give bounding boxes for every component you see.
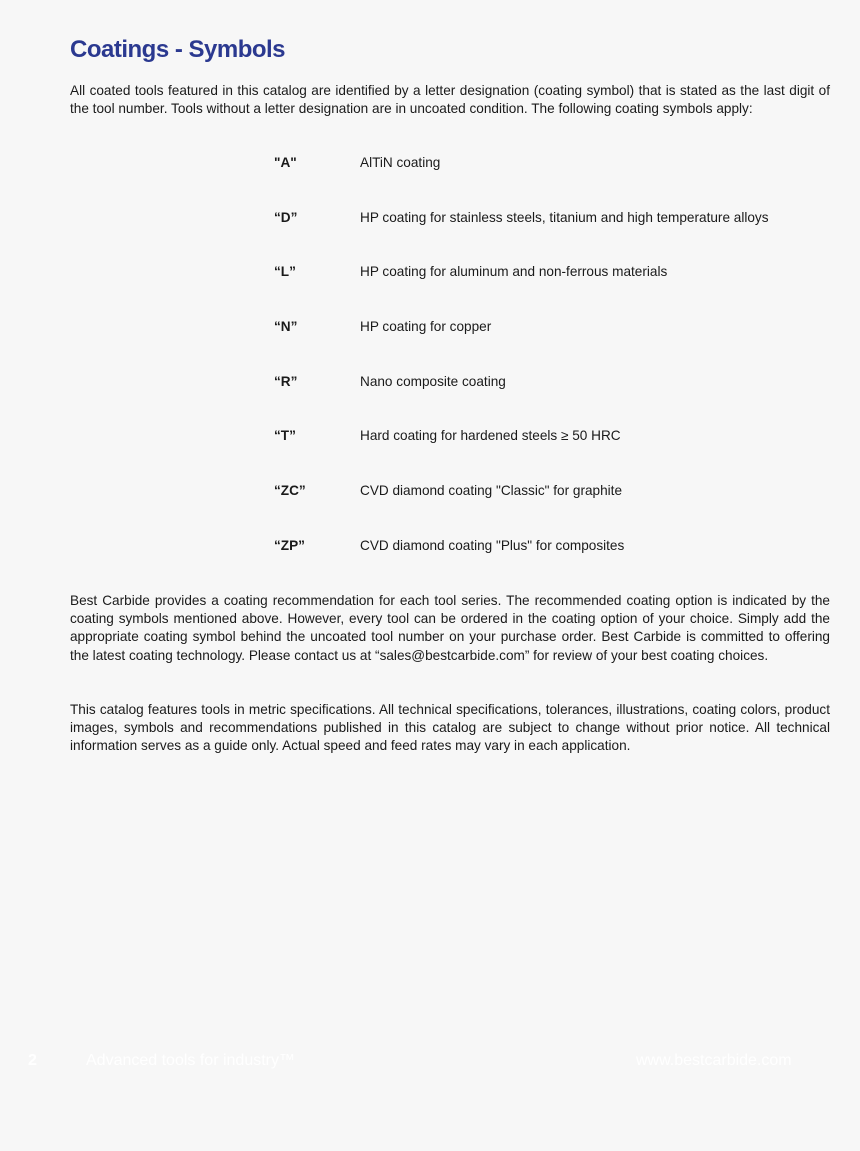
specifications-paragraph: This catalog features tools in metric specifications. All technical specifications, tolerances, illustrations, coating colors, product images, symbols and recommendations published in this catalog are subject to change without prior notice. All technical information serves as a guide only. Actual speed and feed rates may vary in each application. (70, 702, 830, 754)
symbol-row-zc (274, 481, 834, 536)
symbol-row-d (274, 208, 834, 263)
symbol-code: “L” (274, 264, 296, 280)
symbol-row-t (274, 426, 834, 481)
symbol-code: “ZC” (274, 483, 306, 499)
symbol-row-n (274, 317, 834, 372)
symbol-code: “R” (274, 373, 298, 389)
symbol-code: “D” (274, 209, 298, 225)
footer-website: www.bestcarbide.com (636, 1052, 792, 1069)
page-title: Coatings - Symbols (70, 36, 286, 63)
symbol-code: "A" (274, 155, 297, 170)
symbol-code: “N” (274, 319, 298, 335)
symbol-code: “T” (274, 428, 296, 444)
footer-tagline: Advanced tools for industry™ (86, 1052, 295, 1069)
symbol-row-r (274, 372, 834, 427)
symbol-description: Nano composite coating (360, 373, 506, 389)
symbol-description: HP coating for aluminum and non-ferrous materials (360, 264, 668, 280)
symbol-description: HP coating for copper (360, 319, 492, 335)
intro-paragraph: All coated tools featured in this catalog are identified by a letter designation (coating symbol) that is stated as the last digit of the tool number. Tools without a letter designation are in uncoated condition. The following coating symbols apply: (70, 83, 830, 117)
symbol-code: “ZP” (274, 537, 305, 553)
symbol-description: CVD diamond coating "Plus" for composites (360, 537, 625, 553)
symbol-description: HP coating for stainless steels, titanium and high temperature alloys (360, 209, 769, 225)
symbol-row-zp (274, 536, 834, 591)
coating-symbol-list (274, 153, 834, 591)
page-number: 2 (28, 1052, 37, 1069)
symbol-row-a (274, 153, 834, 208)
symbol-row-l (274, 262, 834, 317)
symbol-description: AlTiN coating (360, 155, 441, 170)
symbol-description: CVD diamond coating "Classic" for graphite (360, 483, 623, 499)
symbol-description: Hard coating for hardened steels ≥ 50 HRC (360, 428, 621, 444)
recommendation-paragraph: Best Carbide provides a coating recommendation for each tool series. The recommended coating option is indicated by the coating symbols mentioned above. However, every tool can be ordered in the coating option of your choice. Simply add the appropriate coating symbol behind the uncoated tool number on your purchase order. Best Carbide is committed to offering the latest coating technology. Please contact us at “sales@bestcarbide.com” for review of your best coating choices. (70, 593, 830, 663)
